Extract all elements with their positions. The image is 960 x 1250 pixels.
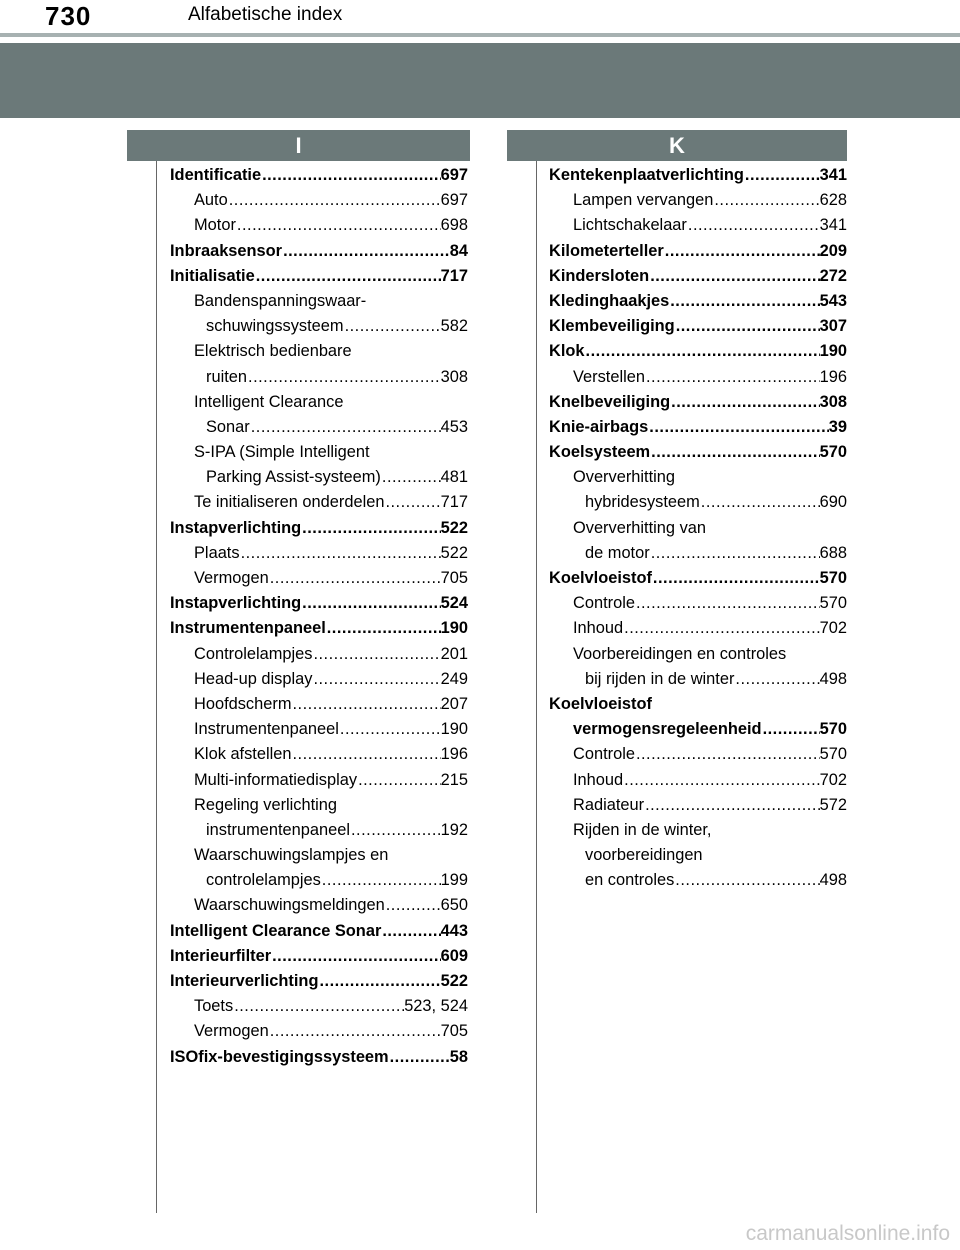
entry-text: voorbereidingen [585, 846, 703, 865]
index-entry [170, 717, 468, 742]
page-reference: 453 [440, 417, 468, 436]
page-reference: 524 [440, 594, 468, 613]
dot-leader [650, 440, 820, 465]
dot-leader [687, 213, 820, 238]
page-reference: 705 [440, 569, 468, 587]
dot-leader [623, 616, 820, 641]
dot-leader [301, 591, 440, 616]
page-reference: 58 [449, 1047, 468, 1066]
entry-text: hybridesysteem [585, 493, 700, 512]
dot-leader [357, 768, 441, 793]
index-entry [170, 339, 468, 364]
index-entry [170, 188, 468, 213]
page-reference: 522 [440, 543, 468, 562]
page-reference: 209 [819, 241, 847, 260]
entry-text: Knie-airbags [549, 417, 649, 436]
entry-text: Oververhitting van [573, 518, 707, 537]
page-reference: 341 [819, 166, 847, 184]
dot-leader [734, 667, 819, 692]
dot-leader [247, 365, 441, 390]
index-entry [170, 213, 468, 238]
entry-text: Vermogen [194, 569, 269, 587]
page-reference: 582 [440, 317, 468, 336]
dot-leader [649, 264, 819, 289]
entry-text: Kentekenplaatverlichting [549, 166, 744, 184]
index-entry [170, 415, 468, 440]
dot-leader [255, 264, 441, 289]
footer-watermark: carmanualsonline.info [745, 1222, 950, 1245]
entry-text: Intelligent Clearance [194, 392, 344, 411]
index-entry [170, 566, 468, 591]
dot-leader [318, 969, 440, 994]
index-entry [170, 390, 468, 415]
entry-text: Voorbereidingen en controles [573, 644, 787, 663]
index-entry [170, 667, 468, 692]
dot-leader [762, 717, 820, 742]
entry-text: Controlelampjes [194, 644, 313, 663]
entry-text: Waarschuwingsmeldingen [194, 896, 385, 915]
index-entry [549, 868, 847, 893]
index-entry [170, 793, 468, 818]
dot-leader [645, 365, 820, 390]
page-reference: 572 [819, 795, 847, 814]
index-entry [549, 390, 847, 415]
dot-leader [269, 1019, 441, 1044]
dot-leader [381, 465, 441, 490]
entry-text: Klembeveiliging [549, 317, 675, 336]
entry-text: Kindersloten [549, 266, 650, 285]
index-entry [170, 692, 468, 717]
index-entry [170, 591, 468, 616]
page-reference: 215 [440, 770, 468, 789]
page-reference: 543 [819, 291, 847, 310]
page-reference: 308 [440, 367, 468, 386]
entry-text: Initialisatie [170, 266, 255, 285]
entry-text: Koelvloeistof [549, 694, 652, 713]
page-header [0, 0, 960, 40]
dot-leader [675, 314, 820, 339]
page-reference: 196 [440, 745, 468, 764]
index-entry [549, 516, 847, 541]
dot-leader [292, 742, 441, 767]
page-reference: 522 [440, 518, 468, 537]
entry-text: Motor [194, 216, 236, 235]
page-reference: 609 [440, 946, 468, 965]
index-entry [170, 944, 468, 969]
entry-text: Auto [194, 191, 228, 210]
index-entry [549, 793, 847, 818]
index-entry [549, 742, 847, 767]
page-reference: 341 [819, 216, 847, 235]
dot-leader [271, 944, 441, 969]
entry-text: ISOfix-bevestigingssysteem [170, 1047, 389, 1066]
dot-leader [261, 163, 441, 188]
entry-text: Inhoud [573, 619, 624, 638]
index-entry [549, 188, 847, 213]
dot-leader [301, 516, 440, 541]
page-reference: 697 [440, 166, 468, 184]
index-entry [549, 692, 847, 717]
page-reference: 717 [440, 493, 468, 512]
index-entry [170, 541, 468, 566]
page-reference: 84 [449, 241, 468, 260]
page-reference: 498 [819, 871, 847, 890]
index-entry [170, 314, 468, 339]
dot-leader [350, 818, 441, 843]
dot-leader [384, 490, 440, 515]
page-reference: 698 [440, 216, 468, 235]
entry-text: Koelvloeistof [549, 569, 652, 587]
index-entry [170, 893, 468, 918]
page-reference: 690 [819, 493, 847, 512]
index-entry [170, 365, 468, 390]
dot-leader [744, 163, 820, 188]
column-divider-left [156, 161, 157, 1213]
entry-text: Vermogen [194, 1022, 269, 1041]
index-entry [549, 642, 847, 667]
page-reference: 249 [440, 669, 468, 688]
index-entry [170, 868, 468, 893]
entry-text: Toets [194, 997, 234, 1016]
entry-text: Inbraaksensor [170, 241, 283, 260]
page-reference: 190 [440, 619, 468, 638]
index-entry [170, 163, 468, 188]
dot-leader [236, 213, 441, 238]
dot-leader [664, 239, 820, 264]
index-entry [549, 465, 847, 490]
page-reference: 272 [819, 266, 847, 285]
entry-text: Identificatie [170, 166, 262, 184]
page-reference: 570 [819, 720, 847, 739]
entry-text: Koelsysteem [549, 443, 651, 462]
index-entry [170, 440, 468, 465]
entry-text: Instapverlichting [170, 518, 302, 537]
index-entry [170, 969, 468, 994]
page-reference: 190 [819, 342, 847, 361]
page-reference: 570 [819, 594, 847, 613]
page-reference: 308 [819, 392, 847, 411]
page-reference: 498 [819, 669, 847, 688]
header-banner [0, 43, 960, 118]
page-reference: 688 [819, 543, 847, 562]
index-entry [170, 919, 468, 944]
entry-text: Head-up display [194, 669, 313, 688]
index-entry [170, 1045, 468, 1070]
dot-leader [269, 566, 441, 591]
index-entry [549, 717, 847, 742]
entry-text: Sonar [206, 417, 250, 436]
page-number: 730 [45, 1, 92, 31]
index-entry [549, 365, 847, 390]
entry-text: Inhoud [573, 770, 624, 789]
dot-leader [228, 188, 441, 213]
entry-text: Interieurverlichting [170, 972, 319, 990]
page-reference: 481 [440, 468, 468, 487]
entry-text: Plaats [194, 543, 240, 562]
dot-leader [233, 994, 404, 1019]
dot-leader [674, 868, 819, 893]
entry-text: Controle [573, 594, 635, 613]
dot-leader [670, 390, 820, 415]
dot-leader [312, 642, 440, 667]
index-entry [549, 415, 847, 440]
index-entry [549, 163, 847, 188]
entry-text: Lichtschakelaar [573, 216, 687, 235]
column-heading-i: I [127, 130, 470, 161]
entry-text: de motor [585, 543, 650, 562]
entry-text: ruiten [206, 367, 248, 386]
page-reference: 207 [440, 694, 468, 713]
index-entry [549, 768, 847, 793]
index-entry [170, 264, 468, 289]
entry-text: Controle [573, 745, 635, 764]
index-entry [170, 843, 468, 868]
index-column-k [549, 163, 847, 893]
index-entry [549, 239, 847, 264]
entry-text: Knelbeveiliging [549, 392, 671, 411]
entry-text: Klok [549, 342, 585, 361]
column-divider-right [536, 161, 537, 1213]
entry-text: Lampen vervangen [573, 191, 714, 210]
entry-text: vermogensregeleenheid [573, 720, 762, 739]
dot-leader [339, 717, 441, 742]
entry-text: Klok afstellen [194, 745, 292, 764]
index-entry [170, 768, 468, 793]
page-reference: 570 [819, 745, 847, 764]
entry-text: Kledinghaakjes [549, 291, 670, 310]
entry-text: Bandenspanningswaar- [194, 291, 367, 310]
entry-text: bij rijden in de winter [585, 669, 735, 688]
entry-text: Radiateur [573, 795, 645, 814]
index-entry [549, 264, 847, 289]
page-reference: 570 [819, 443, 847, 462]
dot-leader [381, 919, 440, 944]
entry-text: instrumentenpaneel [206, 820, 350, 839]
index-entry [549, 541, 847, 566]
index-entry [549, 213, 847, 238]
page-reference: 196 [819, 367, 847, 386]
entry-text: controlelampjes [206, 871, 321, 890]
page-reference: 702 [819, 770, 847, 789]
dot-leader [652, 566, 820, 591]
dot-leader [291, 692, 440, 717]
entry-text: Waarschuwingslampjes en [194, 846, 389, 865]
index-entry [170, 742, 468, 767]
page-reference: 570 [819, 569, 847, 587]
index-entry [170, 490, 468, 515]
page-reference: 650 [440, 896, 468, 915]
index-entry [549, 843, 847, 868]
entry-text: schuwingssysteem [206, 317, 344, 336]
index-entry [170, 289, 468, 314]
dot-leader [669, 289, 819, 314]
dot-leader [635, 742, 820, 767]
header-rule [0, 33, 960, 37]
entry-text: Parking Assist-systeem) [206, 468, 381, 487]
index-entry [549, 818, 847, 843]
entry-text: Verstellen [573, 367, 645, 386]
entry-text: S-IPA (Simple Intelligent [194, 443, 370, 462]
dot-leader [240, 541, 441, 566]
dot-leader [385, 893, 441, 918]
dot-leader [326, 616, 441, 641]
entry-text: Instrumentenpaneel [194, 720, 339, 739]
section-title: Alfabetische index [188, 4, 343, 25]
index-entry [170, 239, 468, 264]
entry-text: Oververhitting [573, 468, 676, 487]
entry-text: Multi-informatiedisplay [194, 770, 358, 789]
dot-leader [344, 314, 441, 339]
index-entry [549, 289, 847, 314]
column-heading-k: K [507, 130, 847, 161]
dot-leader [713, 188, 819, 213]
dot-leader [321, 868, 441, 893]
index-entry [170, 516, 468, 541]
entry-text: Interieurfilter [170, 946, 272, 965]
index-entry [549, 667, 847, 692]
entry-text: Elektrisch bedienbare [194, 342, 352, 361]
index-entry [549, 339, 847, 364]
entry-text: Kilometerteller [549, 241, 664, 260]
dot-leader [389, 1045, 450, 1070]
dot-leader [648, 415, 828, 440]
entry-text: Instapverlichting [170, 594, 302, 613]
page-reference: 702 [819, 619, 847, 638]
index-entry [549, 591, 847, 616]
page-reference: 523, 524 [404, 997, 468, 1016]
dot-leader [635, 591, 820, 616]
entry-text: Hoofdscherm [194, 694, 292, 713]
index-entry [549, 566, 847, 591]
dot-leader [623, 768, 820, 793]
index-entry [170, 1019, 468, 1044]
page-reference: 443 [440, 921, 468, 940]
dot-leader [250, 415, 441, 440]
index-entry [549, 490, 847, 515]
index-column-i [170, 163, 468, 1070]
dot-leader [585, 339, 820, 364]
index-entry [170, 642, 468, 667]
page-reference: 192 [440, 820, 468, 839]
dot-leader [644, 793, 820, 818]
page-reference: 39 [828, 417, 847, 436]
index-entry [549, 314, 847, 339]
page-reference: 190 [440, 720, 468, 739]
page-reference: 705 [440, 1022, 468, 1041]
index-entry [170, 616, 468, 641]
page-reference: 697 [440, 191, 468, 210]
entry-text: Rijden in de winter, [573, 820, 712, 839]
dot-leader [282, 239, 450, 264]
index-entry [170, 818, 468, 843]
index-entry [170, 465, 468, 490]
index-entry [170, 994, 468, 1019]
entry-text: en controles [585, 871, 675, 890]
entry-text: Regeling verlichting [194, 795, 338, 814]
dot-leader [312, 667, 440, 692]
entry-text: Intelligent Clearance Sonar [170, 921, 382, 940]
entry-text: Instrumentenpaneel [170, 619, 326, 638]
index-entry [549, 616, 847, 641]
page-reference: 201 [440, 644, 468, 663]
page-reference: 307 [819, 317, 847, 336]
page-reference: 522 [440, 972, 468, 990]
dot-leader [650, 541, 820, 566]
index-entry [549, 440, 847, 465]
page-reference: 628 [819, 191, 847, 210]
page-reference: 199 [440, 871, 468, 890]
entry-text: Te initialiseren onderdelen [194, 493, 385, 512]
page-reference: 717 [440, 266, 468, 285]
dot-leader [700, 490, 820, 515]
